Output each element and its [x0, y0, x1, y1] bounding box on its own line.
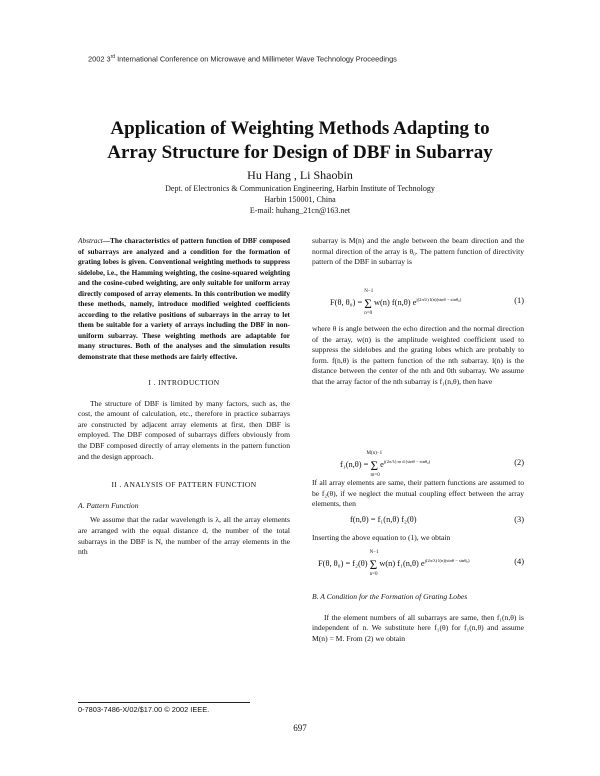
eq2-lhs: f₁(n,θ) =	[340, 460, 371, 469]
equation-2	[340, 451, 524, 478]
eq4-exponent: j(2π/λ) l(n)(sinθ − sinθ₀)	[424, 558, 470, 564]
eq4-sum-bottom: n=0	[369, 572, 378, 577]
abstract-label: Abstract	[78, 236, 103, 245]
equation-3	[350, 515, 524, 524]
abstract-text: —The characteristics of pattern function of DBF composed of subarrays are analyzed and a condition for the formation of grating lobes is given. Conventional weighting methods to suppress sidelobe, i.e., the Hamming weighting, the cosine-squared weighting and the cosine-cubed weighting, are only suitable for uniform array directly composed of array elements. In this contribution we modify these methods, namely, introduce modified weighted coefficients according to the relative positions of subarrays in the array to let them be suitable for a variety of arrays including the DBF in non-uniform subarray. These weighting methods are adaptable for many structures. Both of the analyses and the simulation results demonstrate that these methods are fairly effective.	[78, 236, 290, 361]
introduction-paragraph	[78, 399, 290, 463]
eq4-number: (4)	[514, 557, 524, 566]
analysis-text: We assume that the radar wavelength is λ, all the array elements are arranged with the equal distance d, the number of the total subarrays in the DBF is N, the number of the array elements in the nth	[78, 515, 290, 557]
grating-lobes-text: If the element numbers of all subarrays are same, then f₁(n,θ) is independent of n. We substitute here f₁(θ) for f₁(n,θ) and assume M(n) = M. From (2) we obtain	[312, 612, 524, 643]
eq1-number: (1)	[514, 296, 524, 305]
subsection-heading-pattern-function: A. Pattern Function	[78, 500, 139, 510]
eq1-sum-bottom: n=0	[364, 311, 373, 316]
eq1-sum-top: N−1	[364, 289, 374, 294]
eq4-sum	[369, 550, 379, 577]
eq1-rhs: w(n) f(n,θ) e	[373, 298, 417, 307]
eq3-number: (3)	[514, 515, 524, 524]
eq2-rhs: e	[380, 460, 384, 469]
copyright-notice: 0-7803-7486-X/02/$17.00 © 2002 IEEE.	[78, 705, 210, 714]
affiliation-city: Harbin 150001, China	[264, 195, 336, 204]
analysis-paragraph	[78, 515, 290, 557]
eq2-sum	[366, 451, 383, 478]
introduction-text: The structure of DBF is limited by many factors, such as, the cost, the amount of calculation, etc., therefore in practice subarrays are constructed by adjacent array elements at first, then DBF is employed. The DBF composed of subarrays differs obviously from the DBF composed directly of array elements in the pattern function and the design approach.	[78, 398, 290, 461]
title-line-2: Array Structure for Design of DBF in Subarray	[107, 142, 493, 163]
eq2-sum-symbol: Σ	[370, 458, 379, 473]
eq1-sum	[364, 289, 374, 316]
grating-lobes-paragraph	[312, 613, 524, 645]
eq2-sum-top: M(n)−1	[366, 451, 383, 456]
left-column	[78, 236, 290, 558]
paper-title	[70, 117, 530, 165]
right-para-2: where θ is angle between the echo direction and the normal direction of the array, w(n) is the amplitude weighted coefficient used to suppress the sidelobes and the grating lobes which are probably to form. f(n,θ) is the pattern function of the nth subarray. l(n) is the distance between the center of the nth and 0th subarray. We assume that the array factor of the nth subarray is f₁(n,θ), then have	[312, 324, 524, 386]
eq1-sum-symbol: Σ	[364, 296, 372, 311]
equation-4	[318, 550, 524, 577]
header-year: 2002 3	[88, 54, 111, 64]
header-conference: International Conference on Microwave and Millimeter Wave Technology Proceedings	[115, 54, 397, 64]
footer-divider	[78, 702, 250, 703]
eq4-sum-top: N−1	[369, 550, 379, 555]
section-heading-analysis: II . ANALYSIS OF PATTERN FUNCTION	[111, 480, 257, 490]
eq2-exponent: j(2π/λ) m d (sinθ − sinθ₀)	[383, 459, 431, 465]
header-ordinal: rd	[110, 54, 116, 60]
eq4-lhs: F(θ, θ₀) = f₂(θ)	[318, 559, 368, 568]
right-para-3: If all array elements are same, their pattern functions are assumed to be f₂(θ), if we neglect the mutual coupling effect between the array elements, then	[312, 478, 524, 509]
eq2-number: (2)	[514, 458, 524, 467]
eq4-sum-symbol: Σ	[369, 557, 378, 572]
eq2-sum-bottom: m=0	[370, 473, 380, 478]
conference-header	[88, 54, 528, 63]
affiliation-dept: Dept. of Electronics & Communication Engineering, Harbin Institute of Technology	[165, 184, 435, 193]
subsection-heading-grating-lobes: B. A Condition for the Formation of Grating Lobes	[312, 592, 468, 601]
eq3-body: f(n,θ) = f₁(n,θ) f₂(θ)	[350, 515, 417, 524]
authors: Hu Hang , Li Shaobin	[247, 168, 353, 182]
page-number: 697	[293, 723, 307, 733]
eq4-rhs: w(n) f₁(n,θ) e	[379, 559, 425, 568]
eq1-exponent: j(2π/λ) l(n)(sinθ − sinθ₀)	[416, 297, 462, 303]
abstract	[78, 236, 290, 362]
equation-1	[330, 289, 524, 316]
right-para-4: Inserting the above equation to (1), we obtain	[312, 533, 451, 542]
section-heading-introduction: I . INTRODUCTION	[148, 378, 220, 387]
right-para-1: subarray is M(n) and the angle between the beam direction and the normal direction of the array is θ₀. The pattern function of directivity pattern of the DBF in subarray is	[312, 236, 524, 267]
right-subsection-b	[312, 592, 524, 644]
eq1-lhs: F(θ, θ₀) =	[330, 298, 363, 307]
affiliation-email: E-mail: huhang_21cn@163.net	[249, 206, 351, 215]
title-line-1: Application of Weighting Methods Adapting to	[110, 118, 490, 139]
